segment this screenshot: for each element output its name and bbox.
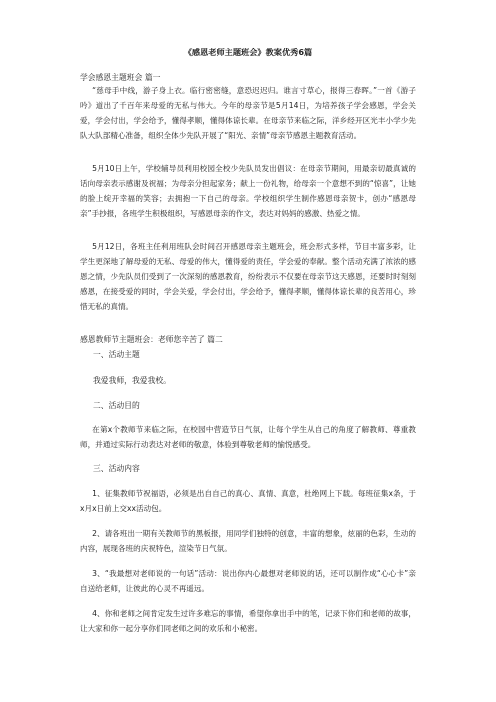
article1-paragraph-3: 5月12日，各班主任利用班队会时间召开感恩母亲主题班会，班会形式多样，节目丰富多彩，让学生更深地了解母爱的无私、母爱的伟大，懂得爱的责任，学会爱的奉献。整个活动充满了浓浓的感恩之情，少先队员们受到了一次深刻的感恩教育，纷纷表示不仅要在母亲节这天感恩，还要时时刻刻感恩，在接受爱的同时，学会关爱，学会付出，学会给予，懂得孝顺，懂得体谅长辈的良苦用心，珍惜无私的真情。 (80, 242, 416, 311)
article1-paragraph-1: “慈母手中线，游子身上衣。临行密密缝，意恐迟迟归。谁言寸草心，报得三春晖。”一首《游子吟》道出了千百年来母爱的无私与伟大。今年的母亲节是5月14日，为培养孩子学会感恩，学会关爱，学会付出，学会给予，懂得孝顺，懂得体谅长辈。在母亲节来临之际，洋乡经开区光丰小学少先队大队部精心准备，组织全体少先队开展了“阳光、亲情”母亲节感恩主题教育活动。 (80, 86, 416, 140)
section-theme-text: 我爱我师，我爱我校。 (93, 376, 171, 385)
section-content-title: 三、活动内容 (93, 464, 140, 473)
section-purpose-title: 二、活动目的 (93, 401, 140, 410)
content-item-4: 4、你和老师之间肯定发生过许多难忘的事情，希望你拿出手中的笔，记录下你们和老师的故事，让大家和你一起分享你们同老师之间的欢乐和小秘密。 (80, 609, 416, 633)
section-purpose-text: 在第x个教师节来临之际，在校园中营造节日气氛，让每个学生从自己的角度了解教师、尊重教师，并通过实际行动表达对老师的敬意，体验到尊敬老师的愉悦感受。 (80, 425, 416, 449)
content-item-2: 2、请各班出一期有关教师节的黑板报，用同学们独特的创意，丰富的想象，炫丽的色彩，生动的内容，展现各班的庆祝特色，渲染节日气氛。 (80, 529, 416, 553)
document-title: 《感恩老师主题班会》教案优秀6篇 (183, 47, 313, 57)
article1-paragraph-2: 5月10日上午，学校辅导员利用校园全校少先队员发出倡议：在母亲节期间，用最亲切最真诚的话向母亲表示感谢及祝福；为母亲分担起家务；献上一份礼物，给母亲一个意想不到的“惊喜”，让她的脸上绽开幸福的笑容；去拥抱一下自己的母亲。学校组织学生制作感恩母亲贺卡，创办“感恩母亲”手抄报，各班学生积极组织，写感恩母亲的作文，表达对妈妈的感激、热爱之情。 (80, 164, 416, 218)
article1-heading: 学会感恩主题班会 篇一 (80, 73, 161, 82)
article2-heading: 感恩教师节主题班会：老师您辛苦了 篇二 (80, 335, 223, 344)
content-item-1: 1、征集教师节祝福语，必须是出自自己的真心、真情、真意，杜绝网上下载。每班征集x条，于x月x日前上交xx活动包。 (80, 489, 416, 513)
content-item-3: 3、“我最想对老师说的一句话”活动：说出你内心最想对老师说的话，还可以制作成“心心卡”亲自送给老师，让彼此的心灵不再遥远。 (80, 569, 416, 593)
section-theme-title: 一、活动主题 (93, 350, 140, 359)
